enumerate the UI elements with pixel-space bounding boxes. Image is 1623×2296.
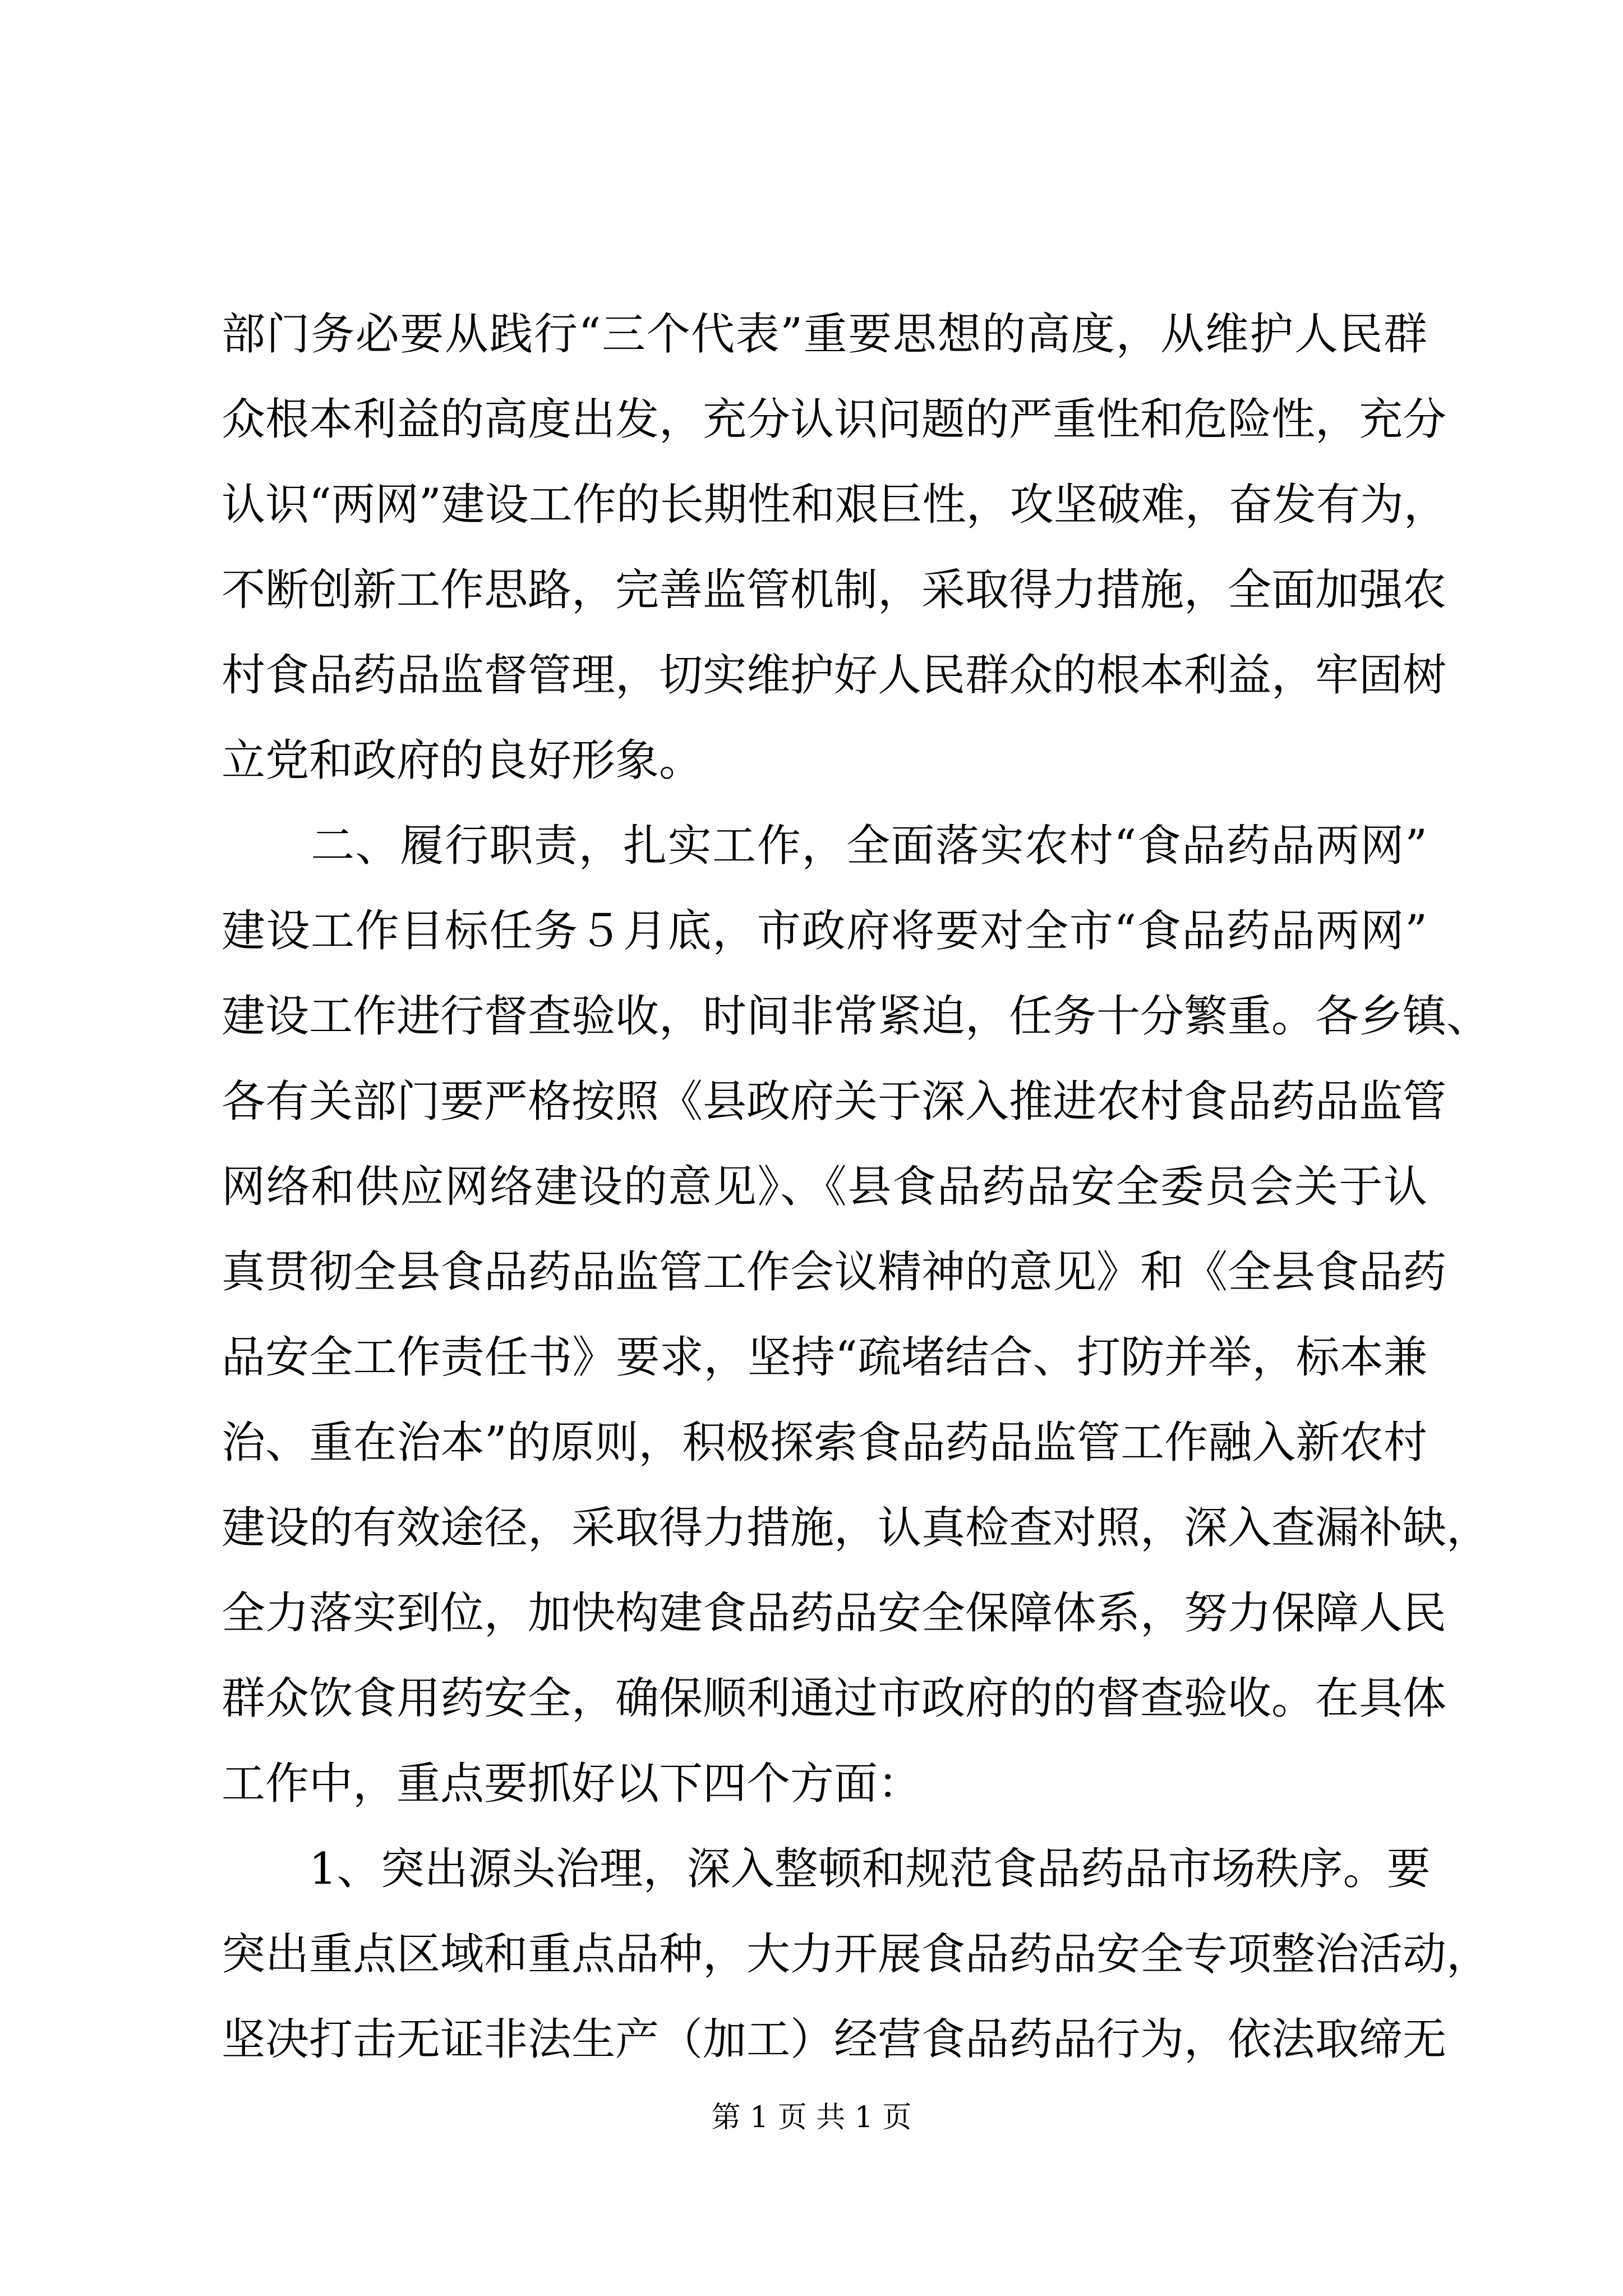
- text-line: 建设工作目标任务５月底，市政府将要对全市“食品药品两网”: [222, 906, 1427, 956]
- text-line: 建设工作进行督查验收，时间非常紧迫，任务十分繁重。各乡镇、: [222, 991, 1491, 1042]
- text-line: 品安全工作责任书》要求，坚持“疏堵结合、打防并举，标本兼: [222, 1332, 1427, 1383]
- text-line: 工作中，重点要抓好以下四个方面：: [222, 1759, 922, 1809]
- text-line: 突出重点区域和重点品种，大力开展食品药品安全专项整治活动，: [222, 1929, 1491, 1980]
- text-line: 二、履行职责，扎实工作，全面落实农村“食品药品两网”: [222, 821, 1427, 871]
- text-line: 网络和供应网络建设的意见》、《县食品药品安全委员会关于认: [222, 1162, 1427, 1212]
- text-line: 众根本利益的高度出发，充分认识问题的严重性和危险性，充分: [222, 394, 1447, 445]
- text-line: 认识“两网”建设工作的长期性和艰巨性，攻坚破难，奋发有为，: [222, 480, 1447, 530]
- text-line: 部门务必要从践行“三个代表”重要思想的高度，从维护人民群: [222, 309, 1427, 360]
- text-line: 不断创新工作思路，完善监管机制，采取得力措施，全面加强农: [222, 565, 1447, 615]
- text-line: 治、重在治本”的原则，积极探索食品药品监管工作融入新农村: [222, 1418, 1427, 1468]
- text-line: 建设的有效途径，采取得力措施，认真检查对照，深入查漏补缺，: [222, 1503, 1491, 1553]
- text-line: 真贯彻全县食品药品监管工作会议精神的意见》和《全县食品药: [222, 1247, 1447, 1297]
- text-line: 坚决打击无证非法生产（加工）经营食品药品行为，依法取缔无: [222, 2014, 1447, 2065]
- page-footer: 第 1 页 共 1 页: [711, 2101, 912, 2134]
- text-line: 各有关部门要严格按照《县政府关于深入推进农村食品药品监管: [222, 1076, 1447, 1127]
- text-line: 村食品药品监督管理，切实维护好人民群众的根本利益，牢固树: [222, 650, 1447, 701]
- text-line: 立党和政府的良好形象。: [222, 735, 703, 786]
- text-line: 群众饮食用药安全，确保顺利通过市政府的的督查验收。在具体: [222, 1673, 1447, 1724]
- text-line: 全力落实到位，加快构建食品药品安全保障体系，努力保障人民: [222, 1588, 1447, 1639]
- body-text: [222, 292, 1491, 2082]
- text-line: 1、突出源头治理，深入整顿和规范食品药品市场秩序。要: [222, 1844, 1431, 1894]
